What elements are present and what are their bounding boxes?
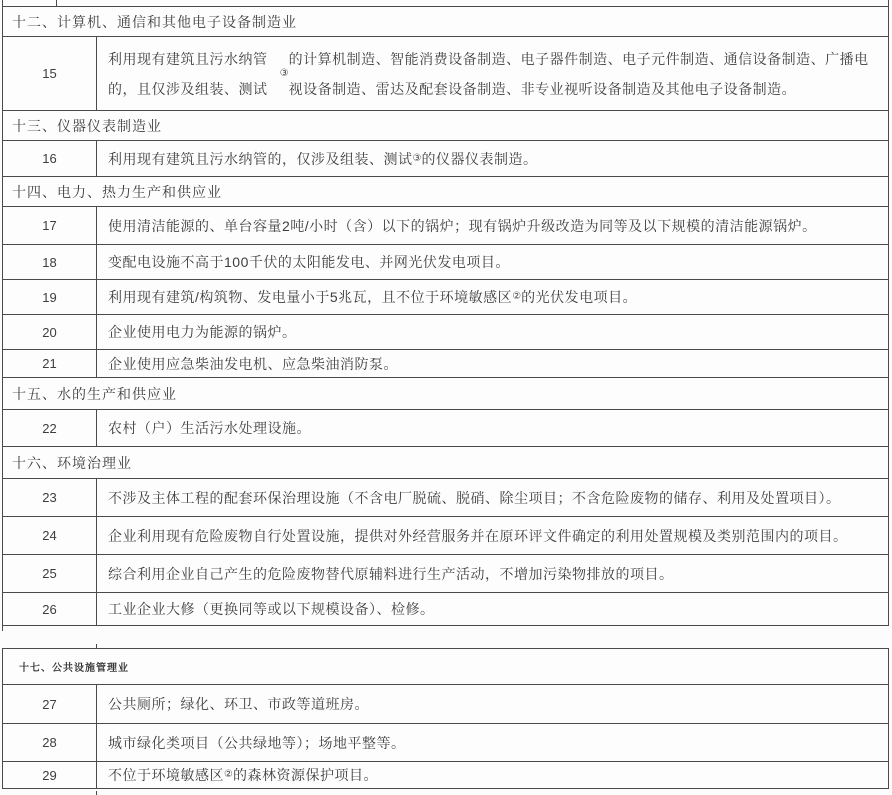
- exemption-table-part1: [2, 7, 889, 626]
- table-item-row: [3, 685, 888, 724]
- row-text: 综合利用企业自己产生的危险废物替代原辅料进行生产活动，不增加污染物排放的项目。: [108, 565, 674, 582]
- row-number: 22: [3, 410, 97, 446]
- row-text: 农村（户）生活污水处理设施。: [108, 420, 311, 436]
- row-text: 公共厕所；绿化、环卫、市政等道班房。: [108, 696, 369, 712]
- table-item-row: [3, 280, 888, 315]
- table-item-row: [3, 207, 888, 245]
- table-item-row: [3, 315, 888, 350]
- table-section-row: [3, 111, 888, 141]
- row-number: 23: [3, 479, 97, 516]
- table-item-row: [3, 724, 888, 762]
- row-text: 不涉及主体工程的配套环保治理设施（不含电厂脱硫、脱硝、除尘项目；不含危险废物的储存、利用及处置项目）。: [108, 489, 841, 506]
- table-item-row: [3, 245, 888, 280]
- row-number: 16: [3, 141, 97, 176]
- table-item-row: [3, 555, 888, 593]
- section-title: 十五、水的生产和供应业: [12, 385, 177, 402]
- section-title: 十六、环境治理业: [12, 454, 132, 471]
- table-item-row: [3, 479, 888, 517]
- row-text: 利用现有建筑/构筑物、发电量小于5兆瓦，且不位于环境敏感区 ② 的光伏发电项目。: [108, 289, 638, 305]
- row-text: 城市绿化类项目（公共绿地等）；场地平整等。: [108, 734, 406, 751]
- row-text: 工业企业大修（更换同等或以下规模设备）、检修。: [108, 601, 435, 617]
- section-title: 十二、计算机、通信和其他电子设备制造业: [12, 13, 297, 30]
- crop-border-stub: [2, 626, 3, 631]
- row-number: 25: [3, 555, 97, 592]
- table-item-row: [3, 762, 888, 788]
- row-text: 变配电设施不高于100千伏的太阳能发电、并网光伏发电项目。: [108, 254, 510, 270]
- table-item-row: [3, 410, 888, 447]
- row-number: 17: [3, 207, 97, 244]
- row-text: 不位于环境敏感区 ② 的森林资源保护项目。: [108, 767, 378, 783]
- row-text: 利用现有建筑且污水纳管的，且仅涉及组装、测试 ③ 的计算机制造、智能消费设备制造、电子器件制造、电子元件制造、通信设备制造、广播电视设备制造、雷达及配套设备制造、非专业视听设备制造及其他电子设备制造。: [108, 50, 869, 97]
- crop-border-stub: [96, 791, 97, 795]
- table-section-row: [3, 177, 888, 207]
- table-item-row: [3, 517, 888, 555]
- row-number: 26: [3, 593, 97, 625]
- section-title: 十四、电力、热力生产和供应业: [12, 183, 222, 200]
- row-number: 28: [3, 724, 97, 761]
- table-section-row: [3, 378, 888, 410]
- cropped-row-sliver-top: [2, 0, 889, 7]
- row-text: 企业使用应急柴油发电机、应急柴油消防泵。: [108, 355, 398, 372]
- row-number: 29: [3, 762, 97, 788]
- table-section-row: [3, 649, 888, 685]
- row-number: 20: [3, 315, 97, 349]
- table-section-row: [3, 7, 888, 37]
- table-item-row: [3, 593, 888, 625]
- row-text: 企业利用现有危险废物自行处置设施，提供对外经营服务并在原环评文件确定的利用处置规模及类别范围内的项目。: [108, 527, 848, 544]
- row-number: 27: [3, 685, 97, 723]
- row-number: 15: [3, 37, 97, 110]
- section-title: 十七、公共设施管理业: [19, 663, 129, 674]
- table-item-row: [3, 141, 888, 177]
- table-section-row: [3, 447, 888, 479]
- exemption-table-part2: [2, 648, 889, 789]
- row-text: 利用现有建筑且污水纳管的，仅涉及组装、测试 ③ 的仪器仪表制造。: [108, 150, 538, 167]
- table-item-row: [3, 37, 888, 111]
- row-number: 19: [3, 280, 97, 314]
- row-number: 21: [3, 350, 97, 377]
- row-number: 24: [3, 517, 97, 554]
- row-number: 18: [3, 245, 97, 279]
- column-divider-line: [56, 0, 57, 6]
- row-text: 企业使用电力为能源的锅炉。: [108, 324, 297, 340]
- section-title: 十三、仪器仪表制造业: [12, 117, 162, 134]
- table-item-row: [3, 350, 888, 378]
- row-text: 使用清洁能源的、单台容量2吨/小时（含）以下的锅炉；现有锅炉升级改造为同等及以下规模的清洁能源锅炉。: [108, 217, 817, 234]
